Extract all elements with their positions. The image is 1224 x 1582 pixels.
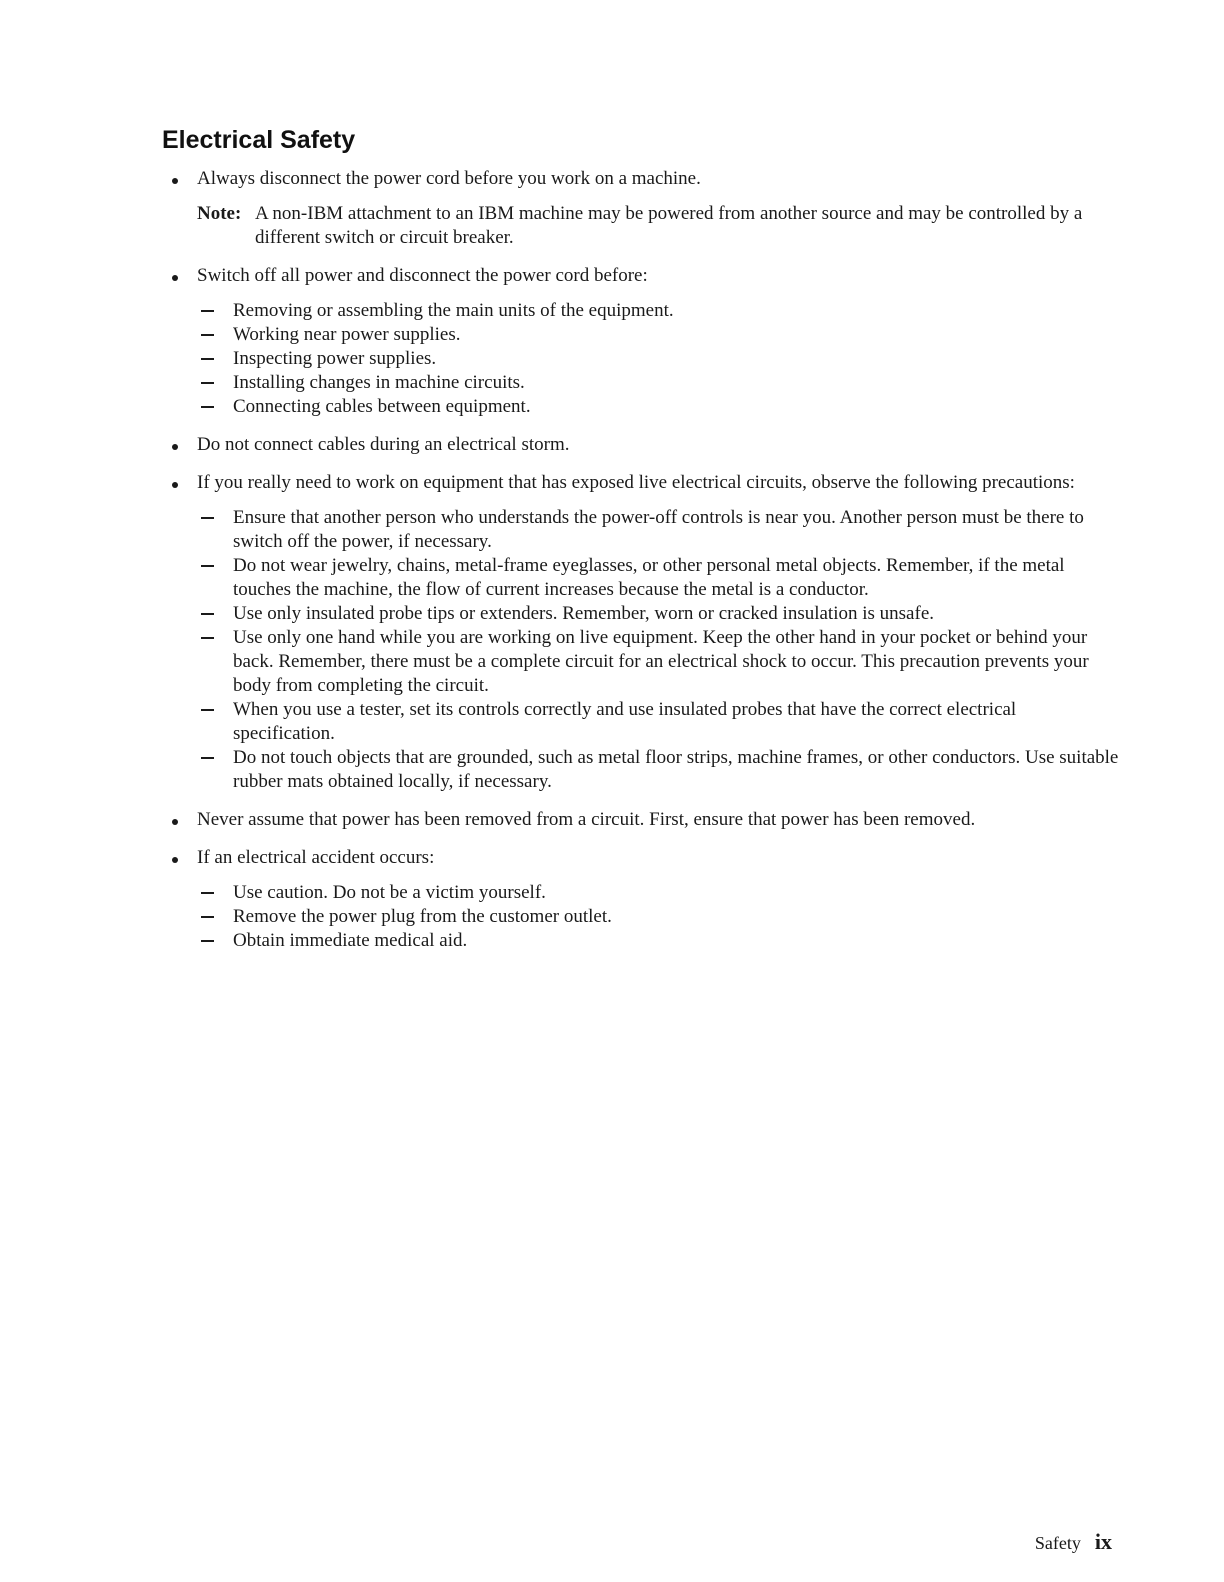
sub-item bbox=[197, 506, 1122, 554]
dash-icon bbox=[201, 565, 214, 567]
dash-icon bbox=[201, 406, 214, 408]
footer-section-name: Safety bbox=[1034, 1533, 1081, 1553]
sub-item bbox=[197, 299, 1122, 323]
sub-item bbox=[197, 698, 1122, 746]
sub-item bbox=[197, 323, 1122, 347]
sub-item-text: Do not wear jewelry, chains, metal-frame eyeglasses, or other personal metal objects. Remember, if the metal touches the machine, the flow of current increases because the metal is a conductor. bbox=[233, 555, 1065, 600]
bullet-item bbox=[162, 808, 1122, 832]
note-label: Note: bbox=[197, 203, 242, 224]
page-heading: Electrical Safety bbox=[162, 126, 356, 154]
bullet-icon bbox=[172, 482, 178, 488]
page-footer bbox=[1035, 1530, 1112, 1555]
sub-item-text: Use caution. Do not be a victim yourself. bbox=[233, 882, 546, 903]
dash-icon bbox=[201, 310, 214, 312]
dash-icon bbox=[201, 358, 214, 360]
bullet-icon bbox=[172, 444, 178, 450]
dash-icon bbox=[201, 940, 214, 942]
note bbox=[197, 202, 1122, 250]
sub-list bbox=[197, 299, 1122, 419]
sub-item bbox=[197, 929, 1122, 953]
safety-list bbox=[162, 167, 1122, 967]
sub-item bbox=[197, 395, 1122, 419]
sub-item-text: Obtain immediate medical aid. bbox=[233, 930, 468, 951]
sub-item-text: When you use a tester, set its controls correctly and use insulated probes that have the correct electrical specification. bbox=[233, 699, 1017, 744]
sub-item-text: Removing or assembling the main units of the equipment. bbox=[233, 300, 674, 321]
dash-icon bbox=[201, 613, 214, 615]
sub-item-text: Installing changes in machine circuits. bbox=[233, 372, 525, 393]
bullet-icon bbox=[172, 275, 178, 281]
sub-item bbox=[197, 881, 1122, 905]
sub-item-text: Inspecting power supplies. bbox=[233, 348, 437, 369]
bullet-item bbox=[162, 433, 1122, 457]
bullet-text: If an electrical accident occurs: bbox=[197, 847, 435, 868]
sub-item bbox=[197, 347, 1122, 371]
bullet-text: Never assume that power has been removed from a circuit. First, ensure that power has been removed. bbox=[197, 809, 976, 830]
dash-icon bbox=[201, 916, 214, 918]
sub-item-text: Use only one hand while you are working on live equipment. Keep the other hand in your pocket or behind your back. Remember, there must be a complete circuit for an electrical shock to occur. This precaution prevents your body from completing the circuit. bbox=[233, 627, 1089, 696]
dash-icon bbox=[201, 334, 214, 336]
dash-icon bbox=[201, 517, 214, 519]
sub-item bbox=[197, 746, 1122, 794]
sub-item-text: Do not touch objects that are grounded, such as metal floor strips, machine frames, or other conductors. Use suitable rubber mats obtained locally, if necessary. bbox=[233, 747, 1119, 792]
page-number: ix bbox=[1094, 1529, 1112, 1554]
sub-item bbox=[197, 371, 1122, 395]
bullet-item bbox=[162, 471, 1122, 794]
sub-item bbox=[197, 905, 1122, 929]
sub-item bbox=[197, 554, 1122, 602]
sub-list bbox=[197, 506, 1122, 794]
sub-item-text: Connecting cables between equipment. bbox=[233, 396, 531, 417]
sub-item-text: Working near power supplies. bbox=[233, 324, 461, 345]
note-text: A non-IBM attachment to an IBM machine may be powered from another source and may be controlled by a different switch or circuit breaker. bbox=[255, 203, 1083, 248]
sub-list bbox=[197, 881, 1122, 953]
bullet-text: Do not connect cables during an electrical storm. bbox=[197, 434, 570, 455]
bullet-text: If you really need to work on equipment that has exposed live electrical circuits, observe the following precautions: bbox=[197, 472, 1075, 493]
dash-icon bbox=[201, 892, 214, 894]
dash-icon bbox=[201, 709, 214, 711]
sub-item bbox=[197, 626, 1122, 698]
bullet-icon bbox=[172, 819, 178, 825]
bullet-text: Always disconnect the power cord before you work on a machine. bbox=[197, 168, 701, 189]
bullet-item bbox=[162, 167, 1122, 250]
sub-item bbox=[197, 602, 1122, 626]
dash-icon bbox=[201, 382, 214, 384]
bullet-icon bbox=[172, 178, 178, 184]
bullet-item bbox=[162, 846, 1122, 953]
sub-item-text: Ensure that another person who understands the power-off controls is near you. Another person must be there to switch off the power, if necessary. bbox=[233, 507, 1084, 552]
sub-item-text: Remove the power plug from the customer outlet. bbox=[233, 906, 612, 927]
bullet-icon bbox=[172, 857, 178, 863]
bullet-item bbox=[162, 264, 1122, 419]
dash-icon bbox=[201, 637, 214, 639]
dash-icon bbox=[201, 757, 214, 759]
sub-item-text: Use only insulated probe tips or extenders. Remember, worn or cracked insulation is unsafe. bbox=[233, 603, 934, 624]
bullet-text: Switch off all power and disconnect the power cord before: bbox=[197, 265, 648, 286]
